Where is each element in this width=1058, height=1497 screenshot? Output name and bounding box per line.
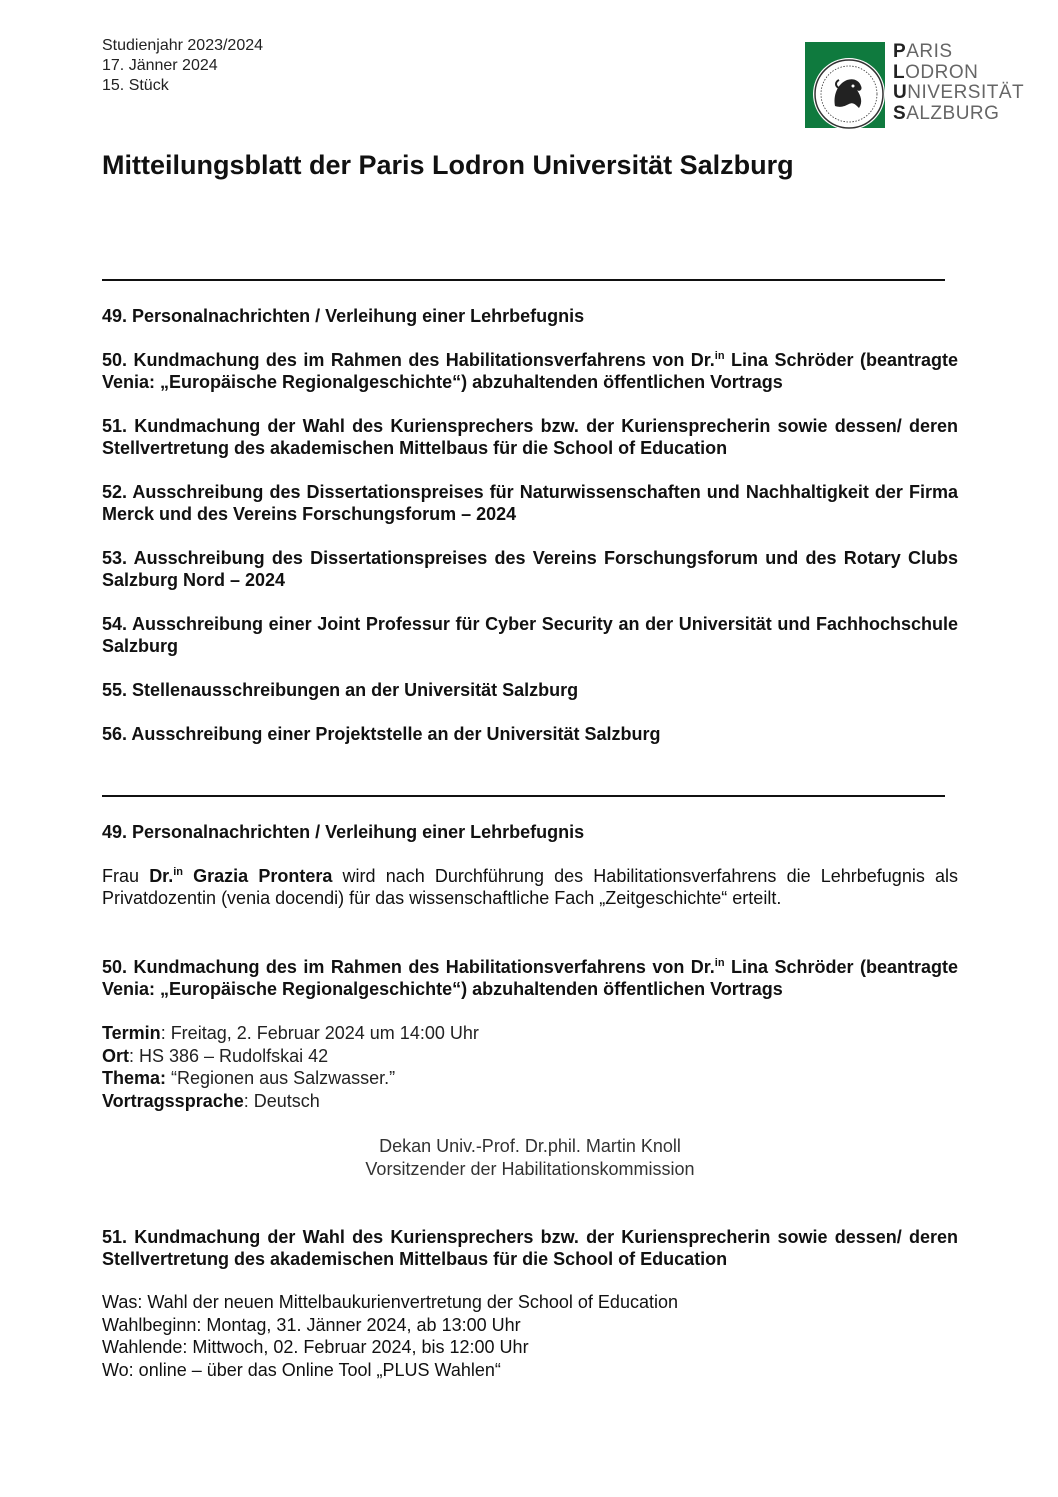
section-49-heading: 49. Personalnachrichten / Verleihung einer Lehrbefugnis xyxy=(102,822,585,842)
toc-item-53[interactable]: 53. Ausschreibung des Dissertationspreises des Vereins Forschungsforum und des Rotary Clubs Salzburg Nord – 2024 xyxy=(102,548,958,590)
divider-top xyxy=(102,279,945,281)
section-51-heading: 51. Kundmachung der Wahl des Kuriensprechers bzw. der Kuriensprecherin sowie dessen/ deren Stellvertretung des akademischen Mittelbaus für die School of Education xyxy=(102,1227,958,1269)
academic-year: Studienjahr 2023/2024 xyxy=(102,37,264,54)
toc-item-56[interactable]: 56. Ausschreibung einer Projektstelle an der Universität Salzburg xyxy=(102,724,661,744)
logo-initial-s: S xyxy=(893,102,907,124)
was-line: Was: Wahl der neuen Mittelbaukurienvertretung der School of Education xyxy=(102,1292,678,1312)
sprache-line: Vortragssprache: Deutsch xyxy=(102,1090,320,1111)
logo-word-lodron: ODRON xyxy=(905,61,979,83)
logo-initial-l: L xyxy=(893,61,906,83)
logo-word-salzburg: ALZBURG xyxy=(906,102,1000,124)
logo-initial-u: U xyxy=(893,82,908,103)
page-title: Mitteilungsblatt der Paris Lodron Universität Salzburg xyxy=(102,150,794,180)
logo-word-paris: ARIS xyxy=(906,41,953,62)
section-49-body: Frau Dr.$^{in}$ Grazia Prontera wird nach Durchführung des Habilitationsverfahrens die Lehrbefugnis als Privatdozentin (venia docendi) für das wissenschaftliche Fach „Zeitgeschichte“ erteilt. xyxy=(102,866,959,908)
section-50-heading: 50. Kundmachung des im Rahmen des Habilitationsverfahrens von Dr.$^{in}$ Lina Schröder (beantragte Venia: „Europäische Regionalgeschichte“) abzuhaltenden öffentlichen Vortrags xyxy=(102,957,958,999)
table-of-contents xyxy=(102,305,958,767)
signature-block xyxy=(250,1135,810,1180)
section-50-details xyxy=(102,1022,479,1112)
issue-meta xyxy=(102,36,263,96)
person-name: Dr.$^{in}$ Grazia Prontera xyxy=(149,866,333,886)
university-logo xyxy=(805,42,1040,128)
toc-item-49[interactable]: 49. Personalnachrichten / Verleihung einer Lehrbefugnis xyxy=(102,306,585,326)
logo-word-universitaet: NIVERSITÄT xyxy=(907,82,1025,103)
ort-line: Ort: HS 386 – Rudolfskai 42 xyxy=(102,1045,329,1066)
signer-role: Vorsitzender der Habilitationskommission xyxy=(365,1158,695,1179)
signer-name: Dekan Univ.-Prof. Dr.phil. Martin Knoll xyxy=(379,1136,681,1156)
toc-item-54[interactable]: 54. Ausschreibung einer Joint Professur für Cyber Security an der Universität und Fachhochschule Salzburg xyxy=(102,614,958,656)
termin-line: Termin: Freitag, 2. Februar 2024 um 14:00 Uhr xyxy=(102,1023,479,1043)
logo-initial-p: P xyxy=(893,41,907,62)
issue-date: 17. Jänner 2024 xyxy=(102,57,218,74)
issue-number: 15. Stück xyxy=(102,77,169,94)
wahlende-line: Wahlende: Mittwoch, 02. Februar 2024, bis 12:00 Uhr xyxy=(102,1337,529,1357)
toc-item-55[interactable]: 55. Stellenausschreibungen an der Universität Salzburg xyxy=(102,680,579,700)
seal-icon xyxy=(813,58,885,130)
wahlbeginn-line: Wahlbeginn: Montag, 31. Jänner 2024, ab 13:00 Uhr xyxy=(102,1314,521,1335)
toc-item-50[interactable]: 50. Kundmachung des im Rahmen des Habilitationsverfahrens von Dr.$^{in}$ Lina Schröder (beantragte Venia: „Europäische Regionalgeschichte“) abzuhaltenden öffentlichen Vortrags xyxy=(102,350,958,392)
wo-line: Wo: online – über das Online Tool „PLUS Wahlen“ xyxy=(102,1359,501,1380)
section-51-details xyxy=(102,1291,678,1381)
logo-wordmark xyxy=(893,42,1024,124)
toc-item-52[interactable]: 52. Ausschreibung des Dissertationspreises für Naturwissenschaften und Nachhaltigkeit der Firma Merck und des Vereins Forschungsforum – 2024 xyxy=(102,482,958,524)
toc-item-51[interactable]: 51. Kundmachung der Wahl des Kuriensprechers bzw. der Kuriensprecherin sowie dessen/ deren Stellvertretung des akademischen Mittelbaus für die School of Education xyxy=(102,416,958,458)
divider-bottom xyxy=(102,795,945,797)
thema-line: Thema: “Regionen aus Salzwasser.” xyxy=(102,1068,396,1088)
